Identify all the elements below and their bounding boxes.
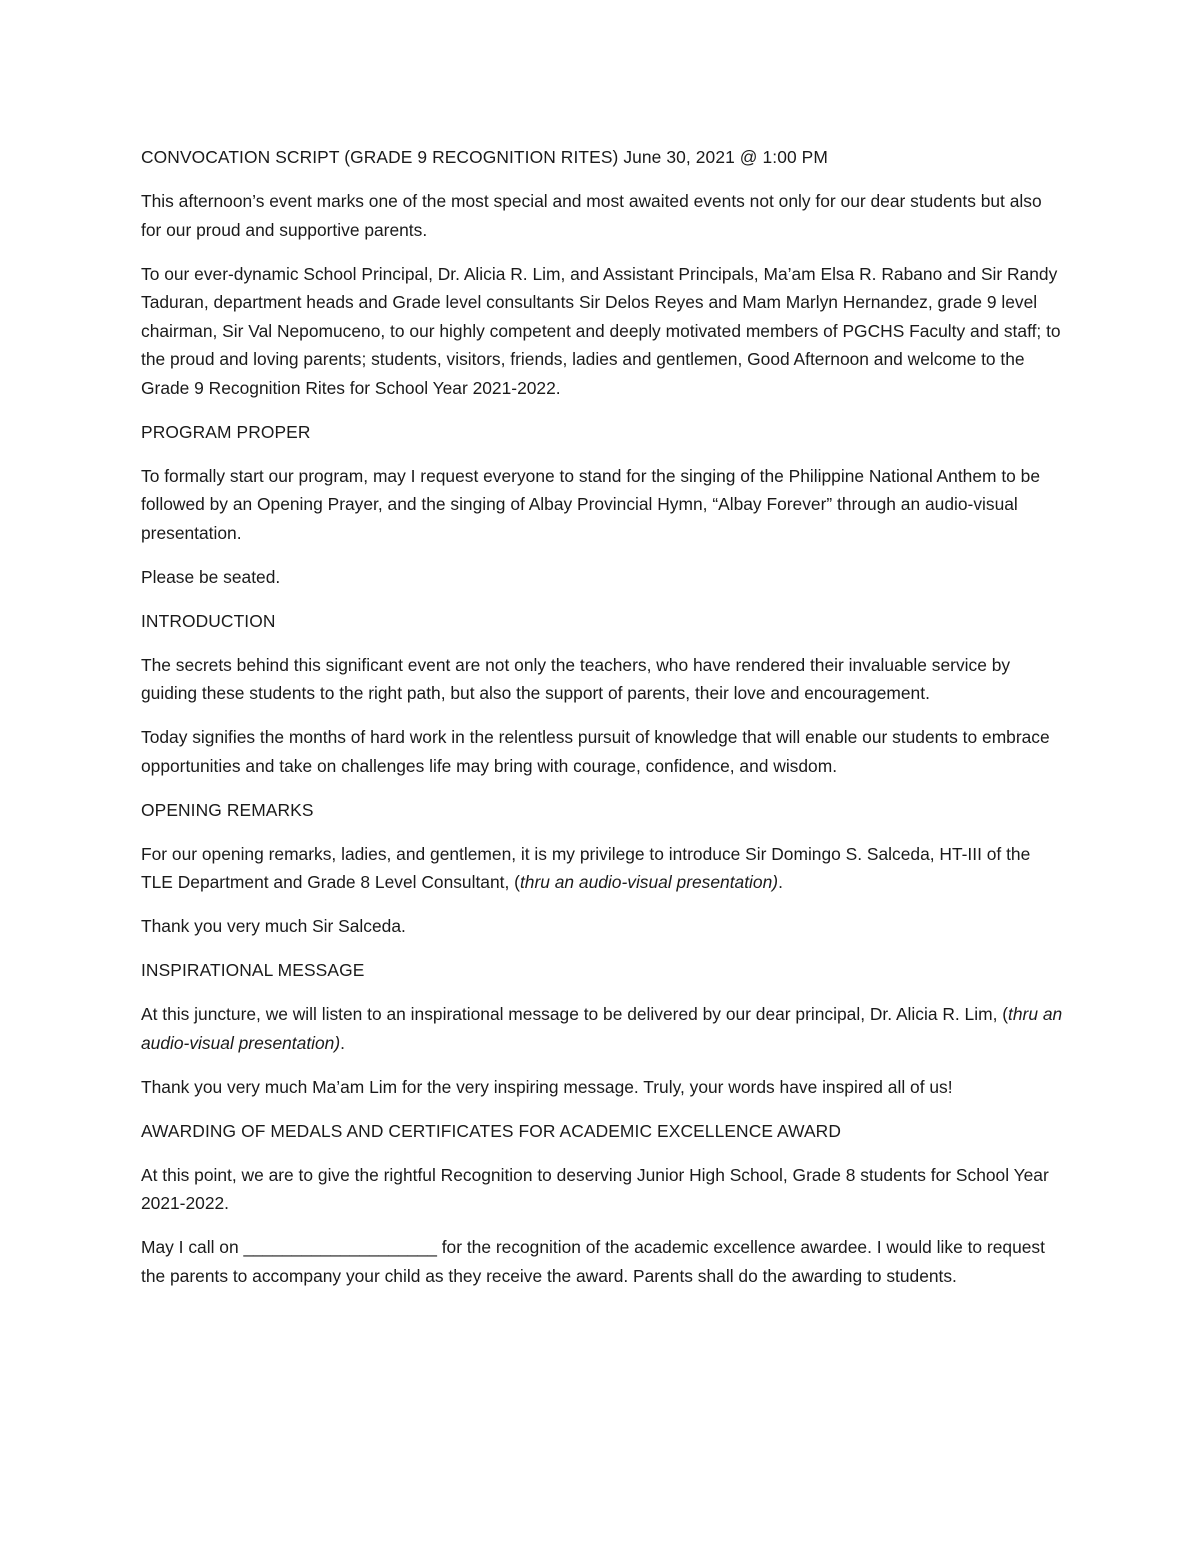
paragraph-seated: Please be seated. (141, 566, 281, 587)
paragraph-today: Today signifies the months of hard work in the relentless pursuit of knowledge that will enable our students to embrace opportunities and take on challenges life may bring with courage, confidence, and wisdom. (141, 727, 1050, 776)
heading-opening-remarks: OPENING REMARKS (141, 799, 314, 820)
paragraph-point: At this point, we are to give the rightful Recognition to deserving Junior High School, Grade 8 students for School Year 2021-2022. (141, 1164, 1049, 1213)
paragraph-juncture (141, 1000, 1066, 1057)
opening-text: For our opening remarks, ladies, and gentlemen, it is my privilege to introduce Sir Domingo S. Salceda, HT-III of the TLE Department and Grade 8 Level Consultant, ( (141, 843, 1031, 892)
juncture-text: At this juncture, we will listen to an inspirational message to be delivered by our dear principal, Dr. Alicia R. Lim, ( (141, 1004, 1009, 1024)
juncture-italic-note: thru an audio-visual presentation) (141, 1004, 1063, 1053)
heading-awarding: AWARDING OF MEDALS AND CERTIFICATES FOR ACADEMIC EXCELLENCE AWARD (141, 1120, 841, 1141)
paragraph-intro: This afternoon’s event marks one of the most special and most awaited events not only for our dear students but also for our proud and supportive parents. (141, 191, 1042, 240)
document-title: CONVOCATION SCRIPT (GRADE 9 RECOGNITION RITES) June 30, 2021 @ 1:00 PM (141, 147, 828, 167)
opening-italic-note: thru an audio-visual presentation) (519, 872, 779, 892)
heading-introduction: INTRODUCTION (141, 610, 276, 631)
opening-end: . (778, 872, 783, 892)
paragraph-greeting: To our ever-dynamic School Principal, Dr. Alicia R. Lim, and Assistant Principals, Ma’am Elsa R. Rabano and Sir Randy Taduran, department heads and Grade level consultants Sir Delos Reyes and Mam Marlyn Hernandez, grade 9 level chairman, Sir Val Nepomuceno, to our highly competent and deeply motivated members of PGCHS Faculty and staff; to the proud and loving parents; students, visitors, friends, ladies and gentlemen, Good Afternoon and welcome to the Grade 9 Recognition Rites for School Year 2021-2022. (141, 263, 1061, 398)
paragraph-opening-remarks (141, 840, 1066, 897)
heading-inspirational-message: INSPIRATIONAL MESSAGE (141, 960, 365, 980)
paragraph-thanks-lim: Thank you very much Ma’am Lim for the very inspiring message. Truly, your words have inspired all of us! (141, 1076, 953, 1097)
document-body (141, 143, 1066, 1306)
paragraph-secrets: The secrets behind this significant event are not only the teachers, who have rendered their invaluable service by guiding these students to the right path, but also the support of parents, their love and encouragement. (141, 654, 1011, 703)
paragraph-call: May I call on ____________________ for the recognition of the academic excellence awardee. I would like to request the parents to accompany your child as they receive the award. Parents shall do the awarding to students. (141, 1237, 1045, 1286)
heading-program-proper: PROGRAM PROPER (141, 421, 311, 442)
paragraph-program: To formally start our program, may I request everyone to stand for the singing of the Philippine National Anthem to be followed by an Opening Prayer, and the singing of Albay Provincial Hymn, “Albay Forever” through an audio-visual presentation. (141, 465, 1040, 543)
paragraph-thanks-salceda: Thank you very much Sir Salceda. (141, 916, 406, 936)
juncture-end: . (340, 1032, 345, 1053)
